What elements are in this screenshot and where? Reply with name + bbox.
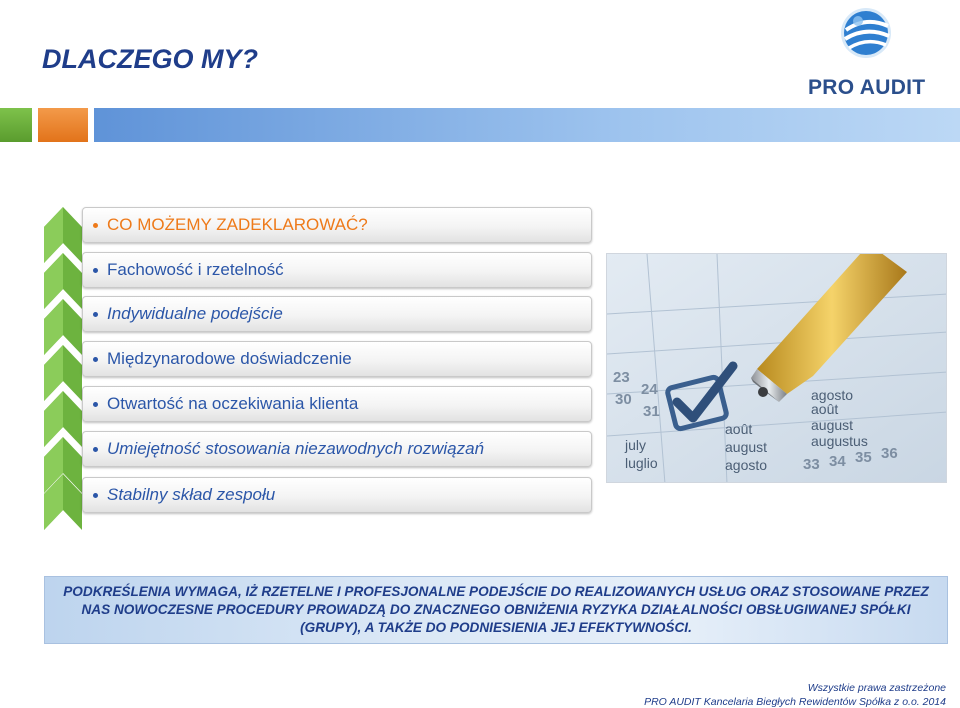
month-label: august [725, 439, 768, 455]
globe-logo-icon [838, 6, 894, 60]
calendar-pen-illustration [607, 254, 947, 483]
calendar-pen-photo [606, 253, 947, 483]
list-item-text: Umiejętność stosowania niezawodnych rozwiązań [107, 439, 485, 458]
calendar-number: 31 [643, 403, 660, 420]
bullet-icon [93, 268, 98, 273]
month-label: agosto [811, 387, 854, 403]
list-item-text: Indywidualne podejście [107, 304, 283, 323]
month-label: augustus [811, 433, 868, 449]
bullet-icon [93, 357, 98, 362]
bullet-icon [93, 312, 98, 317]
bullet-icon [93, 402, 98, 407]
list-item [82, 431, 592, 467]
logo-text: PRO AUDIT [808, 76, 926, 99]
list-item [82, 386, 592, 422]
statement-text: PODKREŚLENIA WYMAGA, IŻ RZETELNE I PROFESJONALNE PODEJŚCIE DO REALIZOWANYCH USŁUG ORAZ STOSOWANE PRZEZ NAS NOWOCZESNE PROCEDURY PROWADZĄ DO ZNACZNEGO OBNIŻENIA RYZYKA DZIAŁALNOŚCI OBSŁUGIWANEJ SPÓŁKI (GRUPY), A TAKŻE DO PODNIESIENIA JEJ EFEKTYWNOŚCI. [63, 584, 929, 635]
list-heading [82, 207, 592, 243]
page-title: DLACZEGO MY? [42, 44, 258, 74]
header-strip-green [0, 108, 32, 142]
header-strip-blue [94, 108, 960, 142]
calendar-number: 24 [641, 381, 658, 398]
bullet-icon [93, 223, 98, 228]
month-label: july [625, 437, 647, 453]
month-label: august [811, 417, 854, 433]
calendar-number: 23 [613, 369, 630, 386]
list-item [82, 477, 592, 513]
month-label: agosto [725, 457, 768, 473]
month-label: luglio [625, 455, 658, 471]
month-label: août [725, 421, 753, 437]
calendar-number: 36 [881, 445, 898, 462]
list-item [82, 296, 592, 332]
list-item [82, 341, 592, 377]
calendar-number: 34 [829, 453, 846, 470]
calendar-number: 30 [615, 391, 632, 408]
footer-company: PRO AUDIT Kancelaria Biegłych Rewidentów Spółka z o.o. 2014 [644, 696, 946, 708]
header-strip-orange [38, 108, 88, 142]
list-item-text: Otwartość na oczekiwania klienta [107, 394, 359, 413]
list-item-text: Stabilny skład zespołu [107, 485, 276, 504]
calendar-number: 35 [855, 449, 872, 466]
list-item [82, 252, 592, 288]
list-item-text: Fachowość i rzetelność [107, 260, 284, 279]
chevron-arrow-icon [44, 472, 82, 530]
chevron-column [44, 205, 82, 530]
calendar-number: 33 [803, 456, 820, 473]
month-label: août [811, 401, 839, 417]
list-heading-text: CO MOŻEMY ZADEKLAROWAĆ? [107, 215, 368, 234]
statement-box [44, 576, 948, 644]
bullet-icon [93, 447, 98, 452]
bullet-icon [93, 493, 98, 498]
list-item-text: Międzynarodowe doświadczenie [107, 349, 352, 368]
pro-audit-logo [808, 6, 928, 98]
footer-rights: Wszystkie prawa zastrzeżone [807, 682, 946, 694]
